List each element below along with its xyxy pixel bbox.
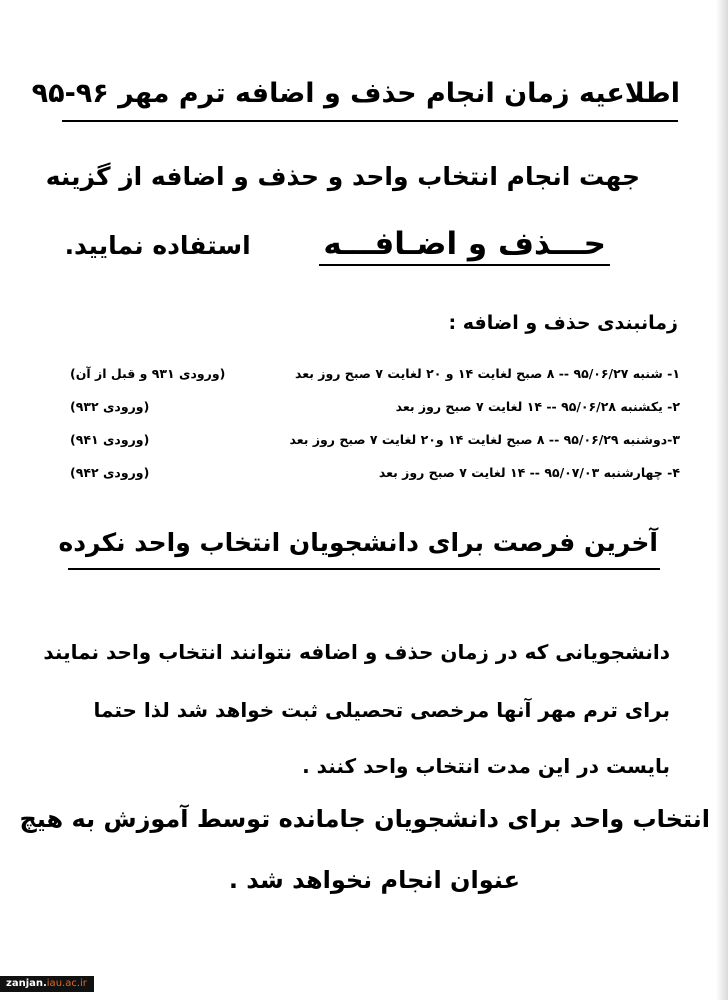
final-notice-line-1: انتخاب واحد برای دانشجویان جامانده توسط آموزش به هیچ xyxy=(19,805,710,833)
page-title: اطلاعیه زمان انجام حذف و اضافه ترم مهر ۹۶-۹۵ xyxy=(31,78,680,109)
schedule-row-text: ۲- یکشنبه ۹۵/۰۶/۲۸ -- ۱۴ لغایت ۷ صبح روز بعد xyxy=(395,399,680,414)
schedule-row-text: ۴- چهارشنبه ۹۵/۰۷/۰۳ -- ۱۴ لغایت ۷ صبح روز بعد xyxy=(378,465,680,480)
scan-edge xyxy=(716,0,728,1000)
final-notice-line-2: عنوان انجام نخواهد شد . xyxy=(228,866,520,894)
title-underline xyxy=(62,120,678,122)
schedule-heading: زمانبندی حذف و اضافه : xyxy=(448,312,678,334)
schedule-row-text: ۱- شنبه ۹۵/۰۶/۲۷ -- ۸ صبح لغایت ۱۴ و ۲۰ لغایت ۷ صبح روز بعد xyxy=(294,366,680,381)
notice-line-2: برای ترم مهر آنها مرخصی تحصیلی ثبت خواهد شد لذا حتما xyxy=(93,698,670,722)
schedule-row-entry: (ورودی ۹۴۲) xyxy=(70,465,150,480)
schedule-row-text: ۳-دوشنبه ۹۵/۰۶/۲۹ -- ۸ صبح لغایت ۱۴ و۲۰ لغایت ۷ صبح روز بعد xyxy=(289,432,680,447)
schedule-row-entry: (ورودی ۹۳۲) xyxy=(70,399,150,414)
site-watermark-logo xyxy=(0,976,94,992)
last-chance-title: آخرین فرصت برای دانشجویان انتخاب واحد نکرده xyxy=(58,528,658,557)
intro-line-2 xyxy=(60,226,610,266)
logo-sub: iau.ac.ir xyxy=(46,978,87,989)
notice-line-3: بایست در این مدت انتخاب واحد کنند . xyxy=(302,754,670,778)
intro-line-1: جهت انجام انتخاب واحد و حذف و اضافه از گزینه xyxy=(45,162,640,191)
schedule-row-entry: (ورودی ۹۳۱ و قبل از آن) xyxy=(70,366,226,381)
notice-line-1: دانشجویانی که در زمان حذف و اضافه نتوانند انتخاب واحد نمایند xyxy=(43,640,670,664)
option-highlight: حـــذف و اضـافـــه xyxy=(319,226,610,266)
intro-line-2-rest: استفاده نمایید. xyxy=(64,231,251,260)
schedule-row-entry: (ورودی ۹۴۱) xyxy=(70,432,150,447)
logo-text: zanjan. xyxy=(6,978,47,989)
last-chance-underline xyxy=(68,568,660,570)
